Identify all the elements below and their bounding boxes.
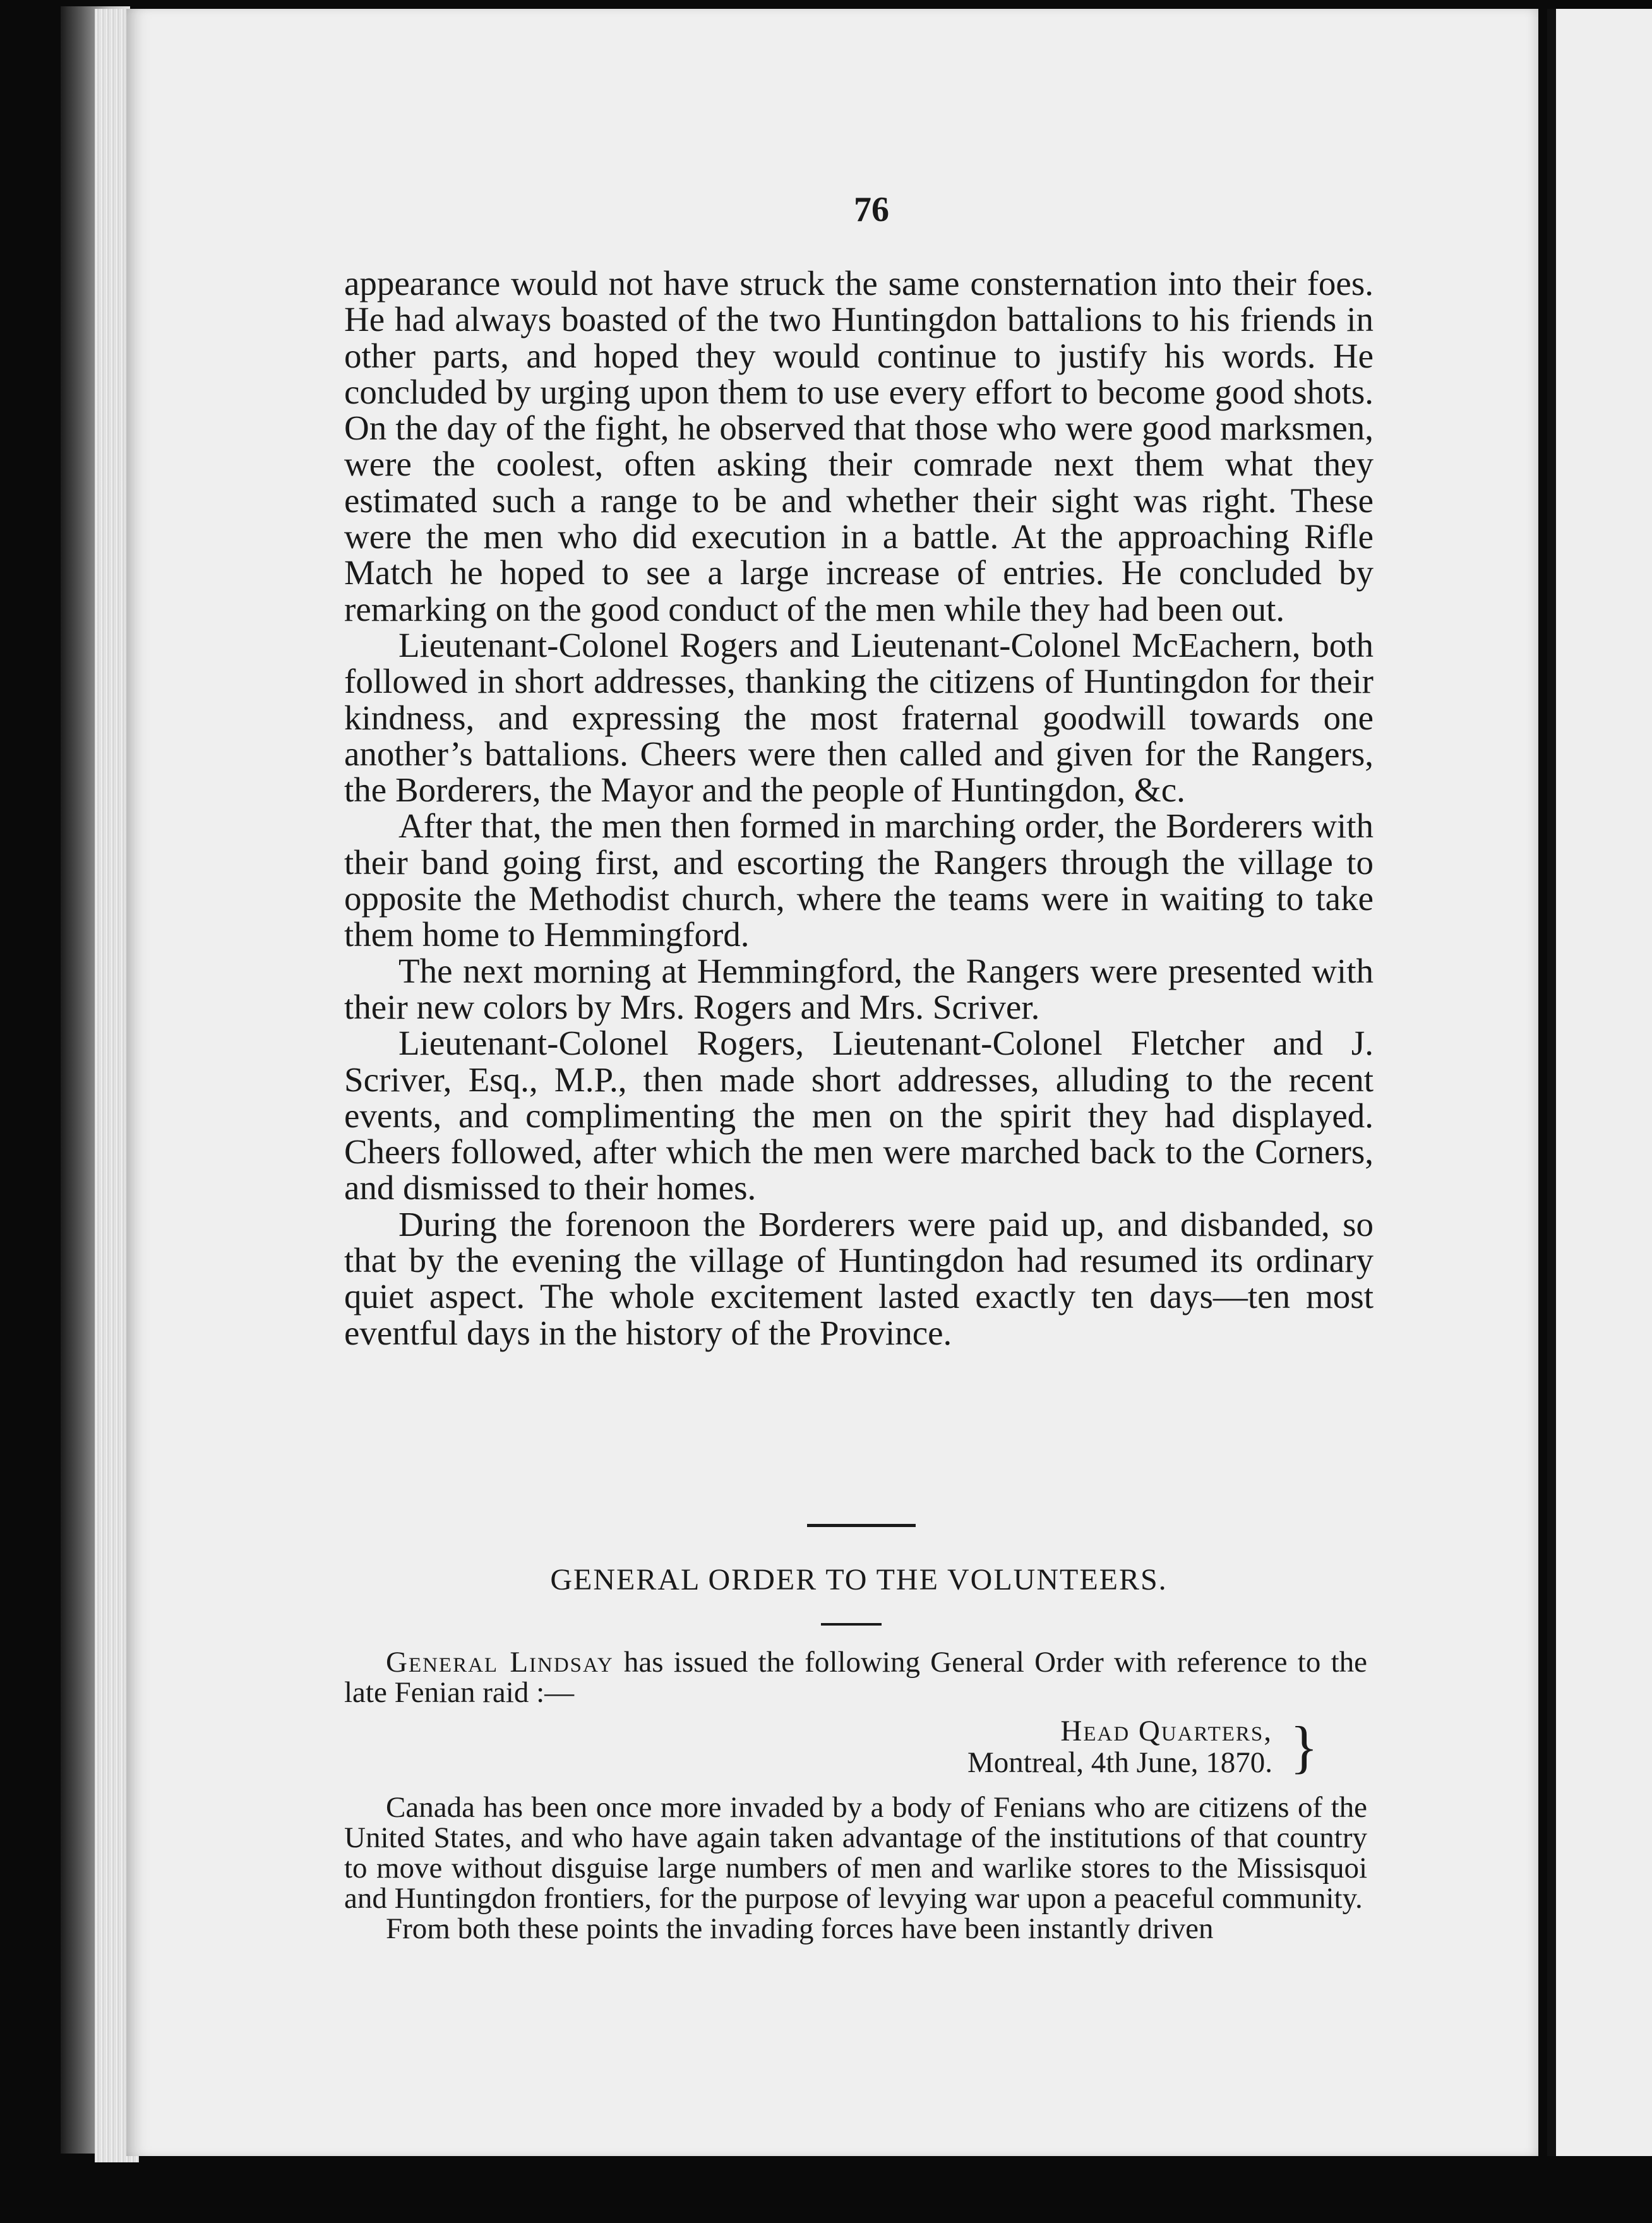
paragraph-2: Lieutenant-Colonel Rogers and Lieutenant-Colonel McEachern, both followed in short addresses, thanking the citizens of Huntingdon for their kindness, and expressing the most fraternal goodwill towards one another’s battalions. Cheers were then called and given for the Rangers, the Borderers, the Mayor and the people of Huntingdon, &c. (344, 625, 1374, 810)
paragraph-5: Lieutenant-Colonel Rogers, Lieutenant-Colonel Fletcher and J. Scriver, Esq., M.P., then made short addresses, alluding to the recent events, and complimenting the men on the spirit they had displayed. Cheers followed, after which the men were marched back to the Corners, and dismissed to their homes. (344, 1024, 1374, 1207)
next-page-edge (1547, 9, 1652, 2156)
paragraph-1: appearance would not have struck the same consternation into their foes. He had always boasted of the two Huntingdon battalions to his friends in other parts, and hoped they would continue to justify his words. He concluded by urging upon them to use every effort to become good shots. On the day of the fight, he observed that those who were good marksmen, were the coolest, often asking their comrade next them what they estimated such a range to be and whether their sight was right. These were the men who did execution in a battle. At the approaching Rifle Match he hoped to see a large increase of entries. He concluded by remarking on the good conduct of the men while they had been out. (344, 264, 1374, 628)
paragraph-4: The next morning at Hemmingford, the Rangers were presented with their new colors by Mrs. Rogers and Mrs. Scriver. (344, 951, 1374, 1026)
page-number: 76 (854, 190, 889, 229)
order-paragraph-1: Canada has been once more invaded by a body of Fenians who are citizens of the United States, and who have again taken advantage of the institutions of that country to move without disguise large numbers of men and warlike stores to the Missisquoi and Huntingdon frontiers, for the purpose of levying war upon a peaceful community. (344, 1791, 1367, 1915)
order-intro-text: has issued the following General Order with reference to the late Fenian raid :— (344, 1646, 1367, 1709)
headquarters-dateline (344, 1715, 1367, 1778)
section-divider-bottom (821, 1623, 882, 1626)
hq-line-1: Head Quarters, (1060, 1715, 1272, 1747)
paragraph-6: During the forenoon the Borderers were paid up, and disbanded, so that by the evening the village of Huntingdon had resumed its ordinary quiet aspect. The whole excitement lasted exactly ten days—ten most eventful days in the history of the Province. (344, 1204, 1374, 1352)
order-author: General Lindsay (386, 1646, 614, 1679)
section-divider-top (807, 1524, 916, 1527)
body-text (344, 265, 1374, 1351)
order-paragraph-2: From both these points the invading forces have been instantly driven (386, 1912, 1214, 1945)
brace-glyph: } (1290, 1715, 1318, 1779)
order-intro (344, 1647, 1367, 1708)
paragraph-3: After that, the men then formed in marching order, the Borderers with their band going first, and escorting the Rangers through the village to opposite the Methodist church, where the teams were in waiting to take them home to Hemmingford. (344, 806, 1374, 954)
general-order (344, 1647, 1367, 1944)
hq-line-2: Montreal, 4th June, 1870. (967, 1746, 1272, 1779)
section-heading: GENERAL ORDER TO THE VOLUNTEERS. (550, 1563, 1168, 1597)
